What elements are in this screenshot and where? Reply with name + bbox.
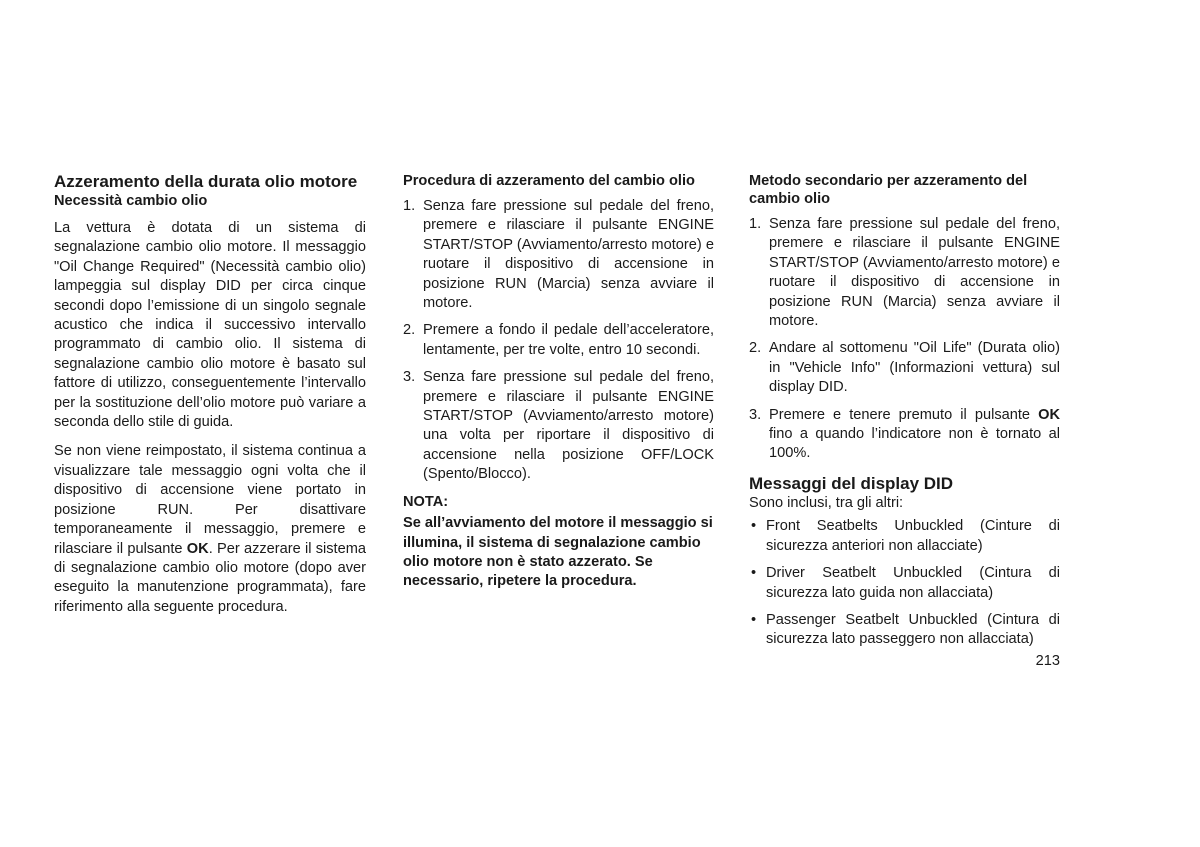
list-item (749, 517, 1060, 556)
bullet-icon: • (751, 611, 757, 628)
step-text: Premere a fondo il pedale dell’acceleratore, lentamente, per tre volte, entro 10 secondi. (423, 322, 714, 358)
section-subtitle: Necessità cambio olio (54, 193, 208, 209)
step-number: 2. (403, 322, 416, 339)
step-text: Andare al sottomenu "Oil Life" (Durata olio) in "Vehicle Info" (Informazioni vettura) sul display DID. (769, 340, 1060, 396)
step-number: 2. (749, 340, 762, 357)
bullet-icon: • (751, 565, 757, 582)
step-number: 1. (403, 198, 416, 214)
page-number: 213 (1035, 653, 1060, 669)
list-item (749, 406, 1060, 464)
step-text: Premere e tenere premuto il pulsante (769, 406, 1039, 423)
paragraph-text: Se non viene reimpostato, il sistema continua a visualizzare tale messaggio ogni volta che il dispositivo di accensione viene portato in posizione RUN. Per disattivare temporaneamente il messaggio, premere e rilasciare il pulsante (54, 443, 366, 557)
paragraph-text: . Per azzerare il sistema di segnalazione cambio olio motore (dopo aver eseguito la manutenzione programmata), fare riferimento alla seguente procedura. (54, 540, 366, 615)
secondary-method-steps (749, 215, 1060, 464)
step-number: 3. (403, 369, 416, 386)
list-item (749, 339, 1060, 397)
ok-button-label: OK (1038, 406, 1060, 423)
procedure-heading: Procedura di azzeramento del cambio olio (403, 173, 695, 189)
step-text: Senza fare pressione sul pedale del freno, premere e rilasciare il pulsante ENGINE START/STOP (Avviamento/arresto motore) e ruotare il dispositivo di accensione in posizione RUN (Marcia) senza avviare il motore. (423, 198, 714, 312)
secondary-method-heading: Metodo secondario per azzeramento del cambio olio (749, 173, 1028, 207)
note-text: Se all’avviamento del motore il messaggio si illumina, il sistema di segnalazione cambio olio motore non è stato azzerato. Se necessario, ripetere la procedura. (403, 515, 713, 590)
column-right (749, 172, 1060, 658)
ok-button-label: OK (186, 540, 209, 557)
did-messages-list (749, 517, 1060, 649)
list-item (749, 611, 1060, 650)
body-paragraph-reset (54, 442, 366, 617)
list-item (749, 215, 1060, 331)
bullet-icon: • (751, 518, 757, 535)
list-item (749, 564, 1060, 603)
bullet-text: Passenger Seatbelt Unbuckled (Cintura di sicurezza lato passeggero non allacciata) (766, 611, 1060, 648)
section-title: Azzeramento della durata olio motore (54, 172, 358, 191)
list-item (403, 197, 714, 313)
column-middle (403, 172, 714, 592)
note-label: NOTA: (403, 493, 449, 510)
bullet-text: Front Seatbelts Unbuckled (Cinture di sicurezza anteriori non allacciate) (766, 518, 1060, 554)
column-left (54, 172, 366, 627)
did-messages-title: Messaggi del display DID (749, 473, 954, 493)
step-number: 3. (749, 406, 762, 423)
list-item (403, 321, 714, 360)
body-paragraph: La vettura è dotata di un sistema di segnalazione cambio olio motore. Il messaggio "Oil Change Required" (Necessità cambio olio) lampeggia sul display DID per circa cinque secondi dopo l’emissione di un singolo segnale acustico che indica il successivo intervallo programmato di cambio olio. Il sistema di segnalazione cambio olio motore è basato sul fattore di utilizzo, conseguentemente l’intervallo per la sostituzione dell’olio motore può variare a seconda dello stile di guida. (54, 220, 366, 431)
step-text: fino a quando l’indicatore non è tornato al 100%. (769, 426, 1060, 462)
bullet-text: Driver Seatbelt Unbuckled (Cintura di sicurezza lato guida non allacciata) (766, 565, 1060, 601)
step-number: 1. (749, 216, 762, 232)
step-text: Senza fare pressione sul pedale del freno, premere e rilasciare il pulsante ENGINE START/STOP (Avviamento/arresto motore) e ruotare il dispositivo di accensione in posizione RUN (Marcia) senza avviare il motore. (769, 216, 1060, 330)
list-item (403, 368, 714, 484)
procedure-steps (403, 197, 714, 485)
did-messages-intro: Sono inclusi, tra gli altri: (749, 494, 904, 511)
step-text: Senza fare pressione sul pedale del freno, premere e rilasciare il pulsante ENGINE START/STOP (Avviamento/arresto motore) una volta per riportare il dispositivo di accensione nella posizione OFF/LOCK (Spento/Blocco). (423, 369, 714, 483)
